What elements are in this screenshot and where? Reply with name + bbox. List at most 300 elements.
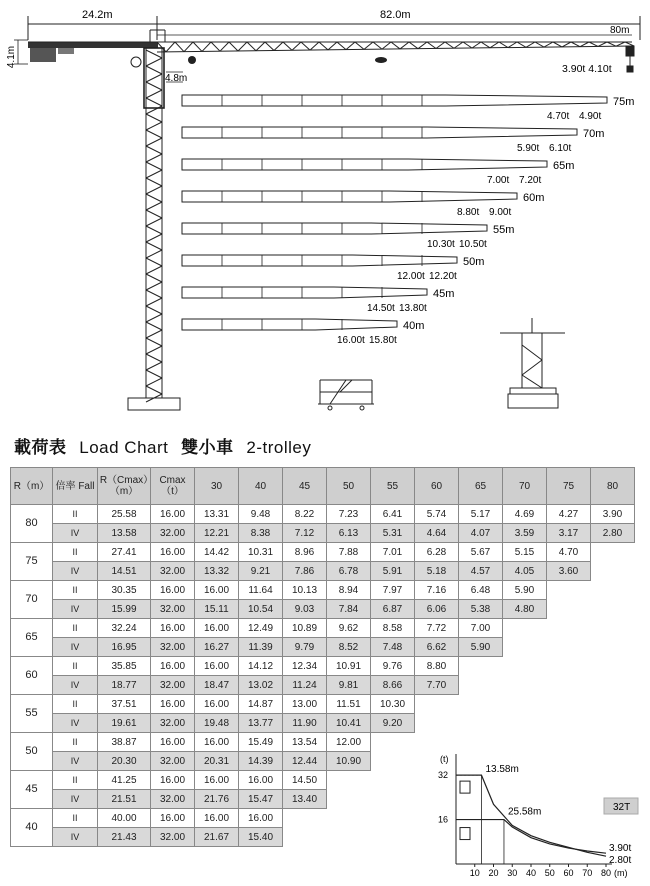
value-cell: 4.70 — [547, 543, 591, 562]
value-cell: 32.00 — [151, 676, 195, 695]
value-cell: 14.50 — [283, 771, 327, 790]
dim-counter-label: 24.2m — [82, 9, 113, 21]
value-cell: 11.64 — [239, 581, 283, 600]
value-cell: 16.00 — [195, 581, 239, 600]
value-cell: 10.30 — [371, 695, 415, 714]
table-row — [11, 543, 635, 562]
value-cell: 20.31 — [195, 752, 239, 771]
jib-config-70m — [182, 127, 604, 154]
value-cell: 4.05 — [503, 562, 547, 581]
fall-cell: IV — [53, 600, 98, 619]
value-cell: 32.00 — [151, 638, 195, 657]
value-cell: 13.40 — [283, 790, 327, 809]
value-cell: 25.58 — [98, 505, 151, 524]
header-fall: 倍率 Fall — [53, 468, 98, 505]
header-80: 80 — [591, 468, 635, 505]
value-cell: 7.97 — [371, 581, 415, 600]
empty-cell — [459, 676, 503, 695]
value-cell: 15.99 — [98, 600, 151, 619]
value-cell: 27.41 — [98, 543, 151, 562]
value-cell: 14.39 — [239, 752, 283, 771]
value-cell: 14.87 — [239, 695, 283, 714]
value-cell: 16.00 — [151, 581, 195, 600]
jib-load-a: 8.80t — [457, 207, 480, 218]
value-cell: 16.00 — [195, 695, 239, 714]
fall-cell: II — [53, 657, 98, 676]
value-cell: 5.74 — [415, 505, 459, 524]
empty-cell — [415, 714, 459, 733]
header-r: R（m） — [11, 468, 53, 505]
empty-cell — [503, 714, 547, 733]
value-cell: 5.90 — [503, 581, 547, 600]
value-cell: 11.39 — [239, 638, 283, 657]
radius-cell: 70 — [11, 581, 53, 619]
x-tick-label: 40 — [526, 868, 537, 878]
value-cell: 16.00 — [151, 809, 195, 828]
value-cell: 30.35 — [98, 581, 151, 600]
y-tick-label: 16 — [438, 814, 449, 825]
mast-section-sketch — [500, 318, 565, 408]
value-cell: 15.11 — [195, 600, 239, 619]
empty-cell — [591, 619, 635, 638]
value-cell: 15.40 — [239, 828, 283, 847]
value-cell: 16.00 — [151, 733, 195, 752]
radius-cell: 75 — [11, 543, 53, 581]
value-cell: 20.30 — [98, 752, 151, 771]
value-cell: 16.00 — [195, 619, 239, 638]
radius-cell: 60 — [11, 657, 53, 695]
jib-config-40m — [182, 319, 424, 346]
jib-config-65m — [182, 159, 574, 186]
fall-cell: II — [53, 619, 98, 638]
annotation-13-58: 13.58m — [485, 764, 519, 776]
jib-config-45m — [182, 287, 454, 314]
value-cell: 10.54 — [239, 600, 283, 619]
jib-load-b: 7.20t — [519, 175, 542, 186]
value-cell: 8.22 — [283, 505, 327, 524]
value-cell: 16.00 — [195, 657, 239, 676]
value-cell: 10.91 — [327, 657, 371, 676]
empty-cell — [327, 809, 371, 828]
empty-cell — [591, 714, 635, 733]
fall-cell: IV — [53, 638, 98, 657]
value-cell: 13.32 — [195, 562, 239, 581]
jib-length-label: 50m — [463, 256, 485, 268]
value-cell: 8.66 — [371, 676, 415, 695]
value-cell: 13.31 — [195, 505, 239, 524]
jib-config-55m — [182, 223, 514, 250]
table-row — [11, 619, 635, 638]
table-row — [11, 505, 635, 524]
jib-load-b: 15.80t — [369, 335, 397, 346]
value-cell: 9.76 — [371, 657, 415, 676]
value-cell: 16.95 — [98, 638, 151, 657]
value-cell: 16.00 — [151, 543, 195, 562]
value-cell: 38.87 — [98, 733, 151, 752]
fall-cell: II — [53, 581, 98, 600]
value-cell: 2.80 — [591, 524, 635, 543]
fall-cell: II — [53, 695, 98, 714]
value-cell: 4.27 — [547, 505, 591, 524]
heading-en1: Load Chart — [79, 438, 169, 457]
value-cell: 5.15 — [503, 543, 547, 562]
empty-cell — [371, 790, 415, 809]
table-row — [11, 581, 635, 600]
value-cell: 5.90 — [459, 638, 503, 657]
value-cell: 32.24 — [98, 619, 151, 638]
radius-cell: 55 — [11, 695, 53, 733]
value-cell: 21.51 — [98, 790, 151, 809]
value-cell: 16.00 — [151, 771, 195, 790]
value-cell: 4.80 — [503, 600, 547, 619]
y-unit-label: (t) — [440, 754, 449, 764]
capacity-badge-label: 32T — [613, 802, 631, 813]
value-cell: 5.91 — [371, 562, 415, 581]
table-row — [11, 714, 635, 733]
value-cell: 13.77 — [239, 714, 283, 733]
empty-cell — [459, 657, 503, 676]
empty-cell — [547, 695, 591, 714]
fall-cell: II — [53, 809, 98, 828]
value-cell: 12.00 — [327, 733, 371, 752]
value-cell: 19.48 — [195, 714, 239, 733]
hook-ii-icon — [460, 828, 470, 840]
empty-cell — [371, 733, 415, 752]
value-cell: 8.94 — [327, 581, 371, 600]
radius-cell: 50 — [11, 733, 53, 771]
jib-length-label: 60m — [523, 192, 545, 204]
header-r-cmax: R（Cmax）（m） — [98, 468, 151, 505]
empty-cell — [591, 543, 635, 562]
value-cell: 9.03 — [283, 600, 327, 619]
cab-circle — [131, 57, 141, 67]
value-cell: 5.31 — [371, 524, 415, 543]
empty-cell — [459, 695, 503, 714]
empty-cell — [503, 695, 547, 714]
top-dimension — [28, 16, 640, 40]
empty-cell — [371, 809, 415, 828]
dim-jib-label: 82.0m — [380, 9, 411, 21]
x-tick-label: 50 — [544, 868, 555, 878]
jib-load-a: 16.00t — [337, 335, 365, 346]
dim-80-label: 80m — [610, 25, 630, 36]
value-cell: 8.58 — [371, 619, 415, 638]
jib-length-label: 40m — [403, 320, 425, 332]
empty-cell — [283, 809, 327, 828]
x-tick-label: 20 — [488, 868, 499, 878]
y-tick-label: 32 — [438, 770, 449, 781]
value-cell: 13.58 — [98, 524, 151, 543]
empty-cell — [591, 562, 635, 581]
value-cell: 11.90 — [283, 714, 327, 733]
header-45: 45 — [283, 468, 327, 505]
value-cell: 10.89 — [283, 619, 327, 638]
value-cell: 10.90 — [327, 752, 371, 771]
main-jib — [28, 30, 634, 52]
value-cell: 19.61 — [98, 714, 151, 733]
value-cell: 6.62 — [415, 638, 459, 657]
value-cell: 3.17 — [547, 524, 591, 543]
value-cell: 4.57 — [459, 562, 503, 581]
value-cell: 13.54 — [283, 733, 327, 752]
radius-cell: 45 — [11, 771, 53, 809]
value-cell: 40.00 — [98, 809, 151, 828]
series-line-II — [456, 820, 606, 854]
value-cell: 16.00 — [151, 657, 195, 676]
value-cell: 10.13 — [283, 581, 327, 600]
annotation-25-58: 25.58m — [507, 806, 542, 818]
empty-cell — [327, 790, 371, 809]
value-cell: 9.20 — [371, 714, 415, 733]
value-cell: 9.79 — [283, 638, 327, 657]
value-cell: 16.00 — [239, 809, 283, 828]
value-cell: 18.47 — [195, 676, 239, 695]
value-cell: 9.62 — [327, 619, 371, 638]
value-cell: 8.80 — [415, 657, 459, 676]
value-cell: 7.12 — [283, 524, 327, 543]
value-cell: 16.00 — [195, 809, 239, 828]
jib-load-a: 10.30t — [427, 239, 455, 250]
empty-cell — [591, 657, 635, 676]
empty-cell — [547, 638, 591, 657]
jib-length-label: 55m — [493, 224, 515, 236]
value-cell: 16.27 — [195, 638, 239, 657]
jib-load-a: 12.00t — [397, 271, 425, 282]
jib-load-a: 5.90t — [517, 143, 540, 154]
value-cell: 32.00 — [151, 828, 195, 847]
value-cell: 6.28 — [415, 543, 459, 562]
value-cell: 7.00 — [459, 619, 503, 638]
heading-cn1: 載荷表 — [14, 438, 67, 457]
jib-config-60m — [182, 191, 544, 218]
jib-load-b: 9.00t — [489, 207, 512, 218]
tip-loads-label: 3.90t 4.10t — [562, 63, 612, 75]
value-cell: 21.76 — [195, 790, 239, 809]
value-cell: 3.59 — [503, 524, 547, 543]
jib-load-b: 4.90t — [579, 111, 602, 122]
value-cell: 7.84 — [327, 600, 371, 619]
empty-cell — [591, 676, 635, 695]
header-75: 75 — [547, 468, 591, 505]
jib-load-b: 13.80t — [399, 303, 427, 314]
value-cell: 7.70 — [415, 676, 459, 695]
value-cell: 11.24 — [283, 676, 327, 695]
value-cell: 5.67 — [459, 543, 503, 562]
value-cell: 16.00 — [151, 619, 195, 638]
jib-length-label: 70m — [583, 128, 605, 140]
value-cell: 12.49 — [239, 619, 283, 638]
value-cell: 10.41 — [327, 714, 371, 733]
value-cell: 9.48 — [239, 505, 283, 524]
value-cell: 35.85 — [98, 657, 151, 676]
empty-cell — [327, 828, 371, 847]
header-55: 55 — [371, 468, 415, 505]
jib-length-label: 65m — [553, 160, 575, 172]
value-cell: 14.51 — [98, 562, 151, 581]
value-cell: 7.48 — [371, 638, 415, 657]
radius-cell: 65 — [11, 619, 53, 657]
fall-cell: II — [53, 505, 98, 524]
value-cell: 16.00 — [151, 695, 195, 714]
value-cell: 6.06 — [415, 600, 459, 619]
value-cell: 12.34 — [283, 657, 327, 676]
jib-load-b: 10.50t — [459, 239, 487, 250]
table-row — [11, 695, 635, 714]
empty-cell — [503, 619, 547, 638]
value-cell: 7.72 — [415, 619, 459, 638]
jib-config-75m — [182, 95, 634, 122]
empty-cell — [547, 619, 591, 638]
value-cell: 12.44 — [283, 752, 327, 771]
value-cell: 21.43 — [98, 828, 151, 847]
header-50: 50 — [327, 468, 371, 505]
empty-cell — [547, 714, 591, 733]
empty-cell — [591, 600, 635, 619]
header-70: 70 — [503, 468, 547, 505]
jib-load-a: 7.00t — [487, 175, 510, 186]
empty-cell — [547, 657, 591, 676]
value-cell: 32.00 — [151, 524, 195, 543]
value-cell: 32.00 — [151, 562, 195, 581]
annotation-3-90t: 3.90t — [609, 843, 632, 855]
value-cell: 14.12 — [239, 657, 283, 676]
value-cell: 8.38 — [239, 524, 283, 543]
value-cell: 7.23 — [327, 505, 371, 524]
value-cell: 9.81 — [327, 676, 371, 695]
empty-cell — [547, 676, 591, 695]
jib-length-label: 75m — [613, 96, 635, 108]
table-row — [11, 657, 635, 676]
empty-cell — [459, 714, 503, 733]
capacity-curve-chart — [430, 738, 645, 883]
tower-mast — [144, 48, 164, 402]
hook-icon — [626, 46, 634, 72]
value-cell: 4.64 — [415, 524, 459, 543]
empty-cell — [371, 828, 415, 847]
jib-load-a: 14.50t — [367, 303, 395, 314]
value-cell: 8.96 — [283, 543, 327, 562]
value-cell: 15.49 — [239, 733, 283, 752]
ballast-cart-sketch — [318, 380, 374, 410]
empty-cell — [591, 638, 635, 657]
jib-load-b: 6.10t — [549, 143, 572, 154]
empty-cell — [591, 581, 635, 600]
value-cell: 7.01 — [371, 543, 415, 562]
radius-cell: 80 — [11, 505, 53, 543]
value-cell: 4.69 — [503, 505, 547, 524]
value-cell: 13.00 — [283, 695, 327, 714]
value-cell: 6.78 — [327, 562, 371, 581]
load-chart-heading — [14, 433, 319, 458]
fall-cell: II — [53, 733, 98, 752]
value-cell: 16.00 — [195, 733, 239, 752]
empty-cell — [547, 581, 591, 600]
x-tick-label: 30 — [507, 868, 518, 878]
mast-base — [128, 398, 180, 410]
value-cell: 7.16 — [415, 581, 459, 600]
jib-load-b: 12.20t — [429, 271, 457, 282]
heading-cn2: 雙小車 — [181, 438, 234, 457]
fall-cell: IV — [53, 752, 98, 771]
header-60: 60 — [415, 468, 459, 505]
value-cell: 14.42 — [195, 543, 239, 562]
value-cell: 11.51 — [327, 695, 371, 714]
value-cell: 16.00 — [195, 771, 239, 790]
jib-load-a: 4.70t — [547, 111, 570, 122]
table-row — [11, 600, 635, 619]
trolley-icon — [375, 57, 387, 63]
value-cell: 32.00 — [151, 600, 195, 619]
empty-cell — [415, 695, 459, 714]
value-cell: 4.07 — [459, 524, 503, 543]
dim-mast-label: 4.8m — [165, 73, 188, 84]
heading-en2: 2-trolley — [246, 438, 312, 457]
header-30: 30 — [195, 468, 239, 505]
empty-cell — [371, 771, 415, 790]
header-cmax: Cmax（t） — [151, 468, 195, 505]
x-tick-label: 60 — [563, 868, 574, 878]
value-cell: 16.00 — [239, 771, 283, 790]
fall-cell: II — [53, 771, 98, 790]
fall-cell: IV — [53, 828, 98, 847]
header-65: 65 — [459, 468, 503, 505]
empty-cell — [503, 638, 547, 657]
value-cell: 32.00 — [151, 752, 195, 771]
radius-cell: 40 — [11, 809, 53, 847]
annotation-2-80t: 2.80t — [609, 855, 632, 867]
dim-height-label: 4.1m — [6, 45, 17, 69]
table-row — [11, 638, 635, 657]
value-cell: 6.48 — [459, 581, 503, 600]
fall-cell: IV — [53, 676, 98, 695]
value-cell: 7.88 — [327, 543, 371, 562]
jib-length-label: 45m — [433, 288, 455, 300]
value-cell: 5.18 — [415, 562, 459, 581]
fall-cell: II — [53, 543, 98, 562]
x-tick-label: 10 — [469, 868, 480, 878]
value-cell: 7.86 — [283, 562, 327, 581]
fall-cell: IV — [53, 790, 98, 809]
value-cell: 37.51 — [98, 695, 151, 714]
table-row — [11, 562, 635, 581]
jib-configurations — [182, 95, 634, 346]
table-row — [11, 676, 635, 695]
x-tick-label: 70 — [582, 868, 593, 878]
value-cell: 13.02 — [239, 676, 283, 695]
value-cell: 9.21 — [239, 562, 283, 581]
empty-cell — [283, 828, 327, 847]
fall-cell: IV — [53, 562, 98, 581]
header-40: 40 — [239, 468, 283, 505]
hook-iv-icon — [460, 781, 470, 793]
value-cell: 5.38 — [459, 600, 503, 619]
value-cell: 21.67 — [195, 828, 239, 847]
empty-cell — [503, 676, 547, 695]
value-cell: 32.00 — [151, 714, 195, 733]
fall-cell: IV — [53, 714, 98, 733]
empty-cell — [371, 752, 415, 771]
value-cell: 3.90 — [591, 505, 635, 524]
value-cell: 12.21 — [195, 524, 239, 543]
value-cell: 16.00 — [151, 505, 195, 524]
jib-config-50m — [182, 255, 484, 282]
empty-cell — [547, 600, 591, 619]
table-row — [11, 524, 635, 543]
value-cell: 18.77 — [98, 676, 151, 695]
table-header-row — [11, 468, 635, 505]
counter-jib — [28, 42, 158, 62]
x-tick-label: 80 — [601, 868, 612, 878]
